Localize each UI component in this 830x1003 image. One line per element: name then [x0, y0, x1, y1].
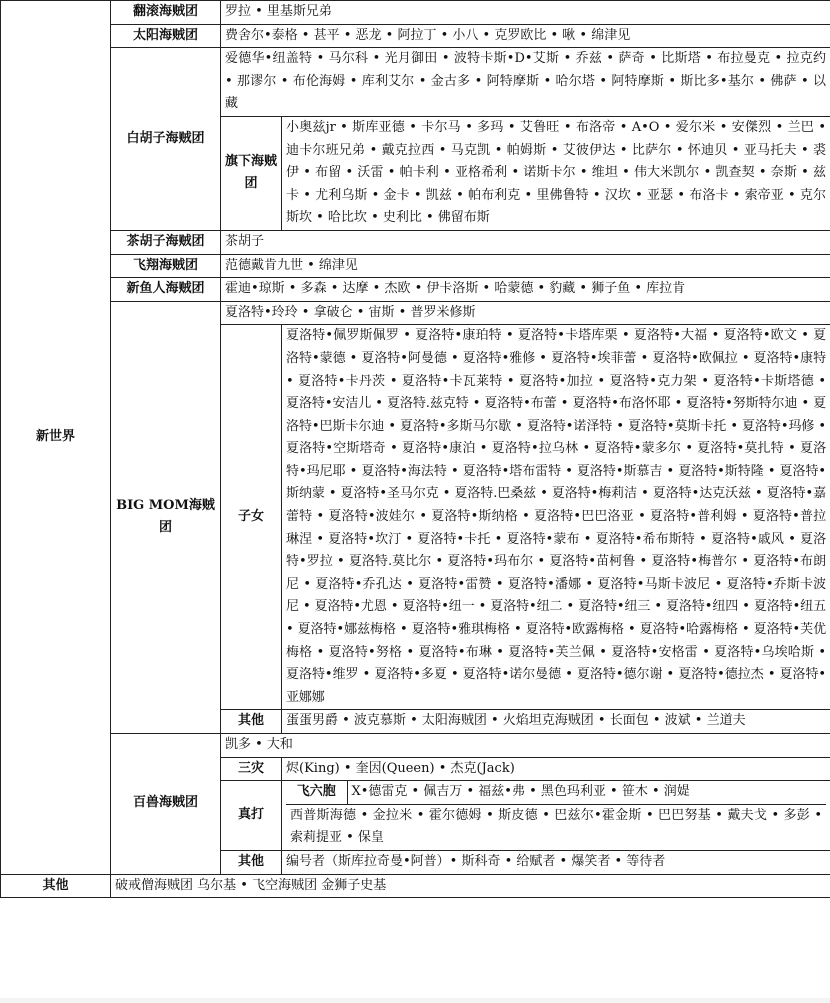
subgroup-members: 编号者（斯库拉奇曼•阿普）• 斯科奇 • 给赋者 • 爆笑者 • 等待者: [282, 850, 830, 874]
subgroup-label: 其他: [221, 850, 282, 874]
headliners-table: [286, 781, 826, 850]
region-new-world: 新世界: [1, 1, 111, 875]
group-members: 夏洛特•玲玲 • 拿破仑 • 宙斯 • 普罗米修斯: [221, 301, 830, 325]
group-members: 霍迪•琼斯 • 多森 • 达摩 • 杰欧 • 伊卡洛斯 • 哈蒙德 • 豹藏 • 狮子鱼 • 库拉肯: [221, 278, 830, 302]
table-row: [1, 254, 830, 278]
subgroup-members: 烬(King) • 奎因(Queen) • 杰克(Jack): [282, 757, 830, 781]
region-other: 其他: [1, 874, 111, 898]
group-name: 百兽海贼团: [111, 734, 221, 875]
table-row: [1, 278, 830, 302]
subgroup-label: 旗下海贼团: [221, 116, 282, 230]
group-members: 凯多 • 大和: [221, 734, 830, 758]
table-row: [286, 781, 826, 804]
group-members: 费舍尔•泰格 • 甚平 • 恶龙 • 阿拉丁 • 小八 • 克罗欧比 • 啾 • 绵津见: [221, 24, 830, 48]
subgroup-label: 子女: [221, 325, 282, 710]
subgroup-label: 飞六胞: [286, 781, 347, 804]
table-row: [1, 24, 830, 48]
subgroup-members: 蛋蛋男爵 • 波克慕斯 • 太阳海贼团 • 火焰坦克海贼团 • 长面包 • 波斌 • 兰道夫: [282, 710, 830, 734]
group-name: 茶胡子海贼团: [111, 230, 221, 254]
subgroup-label: 三灾: [221, 757, 282, 781]
group-members: 范德戴肯九世 • 绵津见: [221, 254, 830, 278]
subgroup-label: 真打: [221, 781, 282, 851]
table-row: [1, 230, 830, 254]
table-row: [1, 734, 830, 758]
page-bottom-edge: [0, 998, 830, 1003]
group-name: 太阳海贼团: [111, 24, 221, 48]
group-name: 新鱼人海贼团: [111, 278, 221, 302]
group-members: 爱德华•纽盖特 • 马尔科 • 光月御田 • 波特卡斯•D•艾斯 • 乔兹 • 萨奇 • 比斯塔 • 布拉曼克 • 拉克约 • 那谬尔 • 布伦海姆 • 库利艾尔 • 金古多 • 阿特摩斯 • 哈尔塔 • 阿特摩斯 • 斯比多•基尔 • 佛萨 • 以藏: [221, 48, 830, 117]
table-row: [286, 804, 826, 850]
group-name: 飞翔海贼团: [111, 254, 221, 278]
table-row: [1, 48, 830, 117]
table-row: [1, 301, 830, 325]
group-members: 破戒僧海贼团 乌尔基 • 飞空海贼团 金狮子史基: [111, 874, 830, 898]
group-name: 白胡子海贼团: [111, 48, 221, 231]
group-name: 翻滚海贼团: [111, 1, 221, 25]
table-row: [1, 1, 830, 25]
table-row: [1, 874, 830, 898]
subgroup-members: 夏洛特•佩罗斯佩罗 • 夏洛特•康珀特 • 夏洛特•卡塔库栗 • 夏洛特•大福 • 夏洛特•欧文 • 夏洛特•蒙德 • 夏洛特•阿曼德 • 夏洛特•雅修 • 夏洛特•埃菲蕾 • 夏洛特•欧佩拉 • 夏洛特•康特 • 夏洛特•卡丹茨 • 夏洛特•卡瓦莱特 • 夏洛特•加拉 • 夏洛特•克力架 • 夏洛特•卡斯塔德 • 夏洛特•安洁儿 • 夏洛特.兹克特 • 夏洛特•布蕾 • 夏洛特•布洛怀耶 • 夏洛特•努斯特尔迪 • 夏洛特•巴斯卡尔迪 • 夏洛特•多斯马尔歇 • 夏洛特•诺泽特 • 夏洛特•莫斯卡托 • 夏洛特•玛修 • 夏洛特•空斯塔奇 • 夏洛特•康泊 • 夏洛特•拉乌林 • 夏洛特•蒙多尔 • 夏洛特•莫扎特 • 夏洛特•玛尼耶 • 夏洛特•海法特 • 夏洛特•塔布雷特 • 夏洛特•斯慕吉 • 夏洛特•斯特隆 • 夏洛特•斯纳蒙 • 夏洛特•圣马尔克 • 夏洛特.巴桑兹 • 夏洛特•梅莉洁 • 夏洛特•达克沃兹 • 夏洛特•嘉蕾特 • 夏洛特•波娃尔 • 夏洛特•斯纳格 • 夏洛特•巴巴洛亚 • 夏洛特•普利姆 • 夏洛特•普拉琳涅 • 夏洛特•坎汀 • 夏洛特•卡托 • 夏洛特•蒙布 • 夏洛特•希布斯特 • 夏洛特•戚风 • 夏洛特•罗拉 • 夏洛特.莫比尔 • 夏洛特•玛布尔 • 夏洛特•苗柯鲁 • 夏洛特•梅普尔 • 夏洛特•布朗尼 • 夏洛特•乔孔达 • 夏洛特•雷赞 • 夏洛特•潘娜 • 夏洛特•马斯卡波尼 • 夏洛特•乔斯卡波尼 • 夏洛特•尤恩 • 夏洛特•纽一 • 夏洛特•纽二 • 夏洛特•纽三 • 夏洛特•纽四 • 夏洛特•纽五 • 夏洛特•娜兹梅格 • 夏洛特•雅琪梅格 • 夏洛特•欧露梅格 • 夏洛特•哈露梅格 • 夏洛特•芙优梅格 • 夏洛特•努格 • 夏洛特•布琳 • 夏洛特•芙兰佩 • 夏洛特•安格雷 • 夏洛特•乌埃哈斯 • 夏洛特•维罗 • 夏洛特•多夏 • 夏洛特•诺尔曼德 • 夏洛特•德尔谢 • 夏洛特•德拉杰 • 夏洛特•亚娜娜: [282, 325, 830, 710]
subgroup-label: 其他: [221, 710, 282, 734]
subgroup-members: 西普斯海德 • 金拉米 • 霍尔德姆 • 斯皮德 • 巴兹尔•霍金斯 • 巴巴努基 • 戴夫戈 • 多彭 • 索莉提亚 • 保皇: [286, 804, 826, 850]
group-name: BIG MOM海贼团: [111, 301, 221, 733]
group-members: 罗拉 • 里基斯兄弟: [221, 1, 830, 25]
subgroup-members: 小奥兹jr • 斯库亚德 • 卡尔马 • 多玛 • 艾鲁旺 • 布洛帝 • A•O • 爱尔米 • 安傑烈 • 兰巴 • 迪卡尔班兄弟 • 戴克拉西 • 马克凯 • 帕姆斯 • 艾彼伊达 • 比萨尔 • 怀迪贝 • 亚马托夫 • 裘伊 • 布留 • 沃雷 • 帕卡利 • 亚格希利 • 诺斯卡尔 • 维坦 • 伟大米凯尔 • 凯查契 • 奈斯 • 兹卡 • 尤利乌斯 • 金卡 • 凯兹 • 帕布利克 • 里佛鲁特 • 汉坎 • 亚瑟 • 布洛卡 • 索帝亚 • 克尔斯坎 • 哈比坎 • 史利比 • 佛留布斯: [282, 116, 830, 230]
group-members: 茶胡子: [221, 230, 830, 254]
headliners-cell: [282, 781, 830, 851]
subgroup-members: X•德雷克 • 佩吉万 • 福兹•弗 • 黑色玛利亚 • 笹木 • 润媞: [347, 781, 826, 804]
